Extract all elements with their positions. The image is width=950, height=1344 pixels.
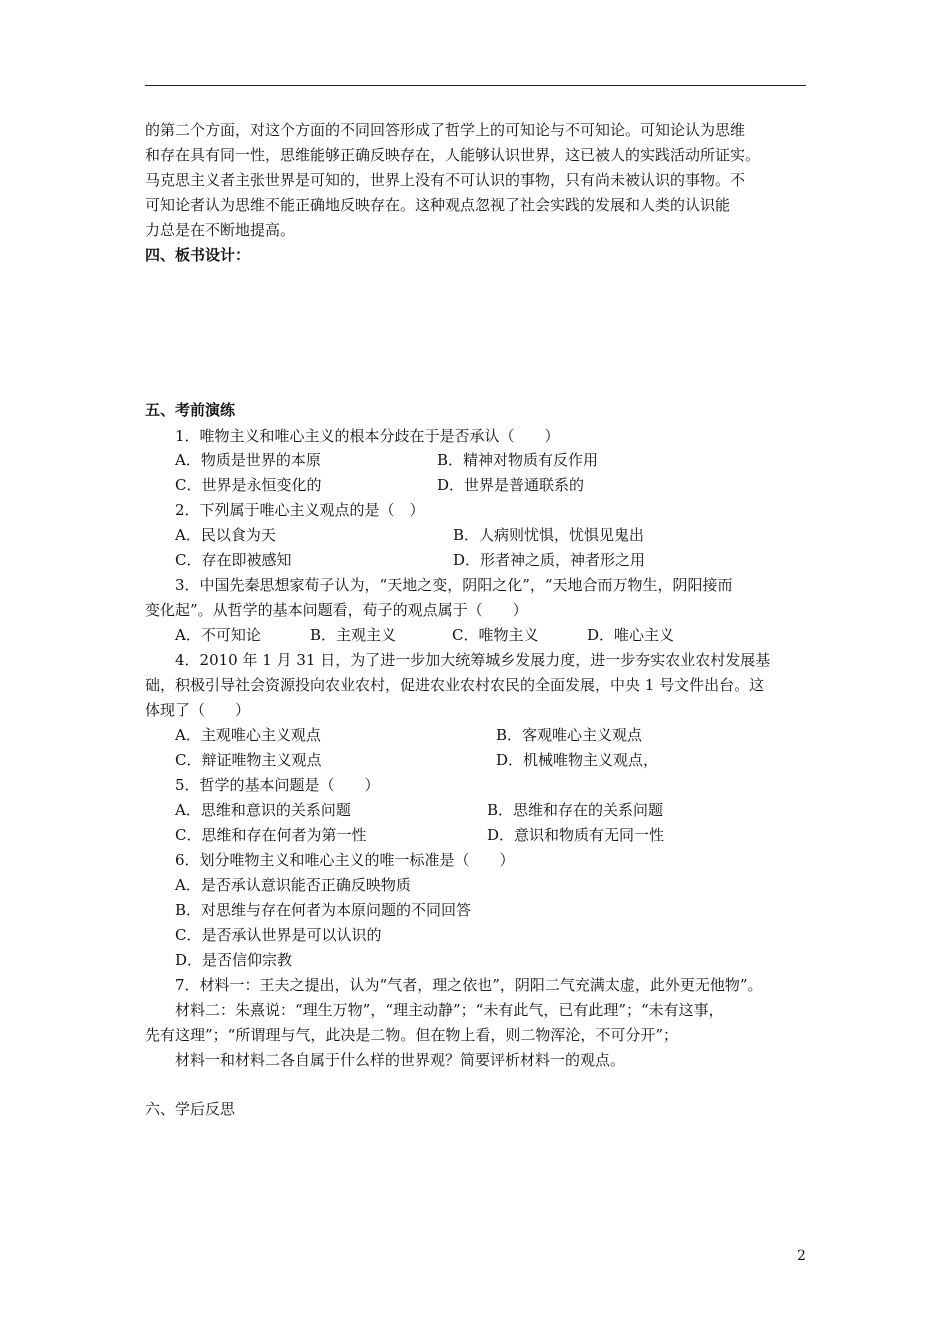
material-two: 材料二：朱熹说：“理生万物”，“理主动静”；“未有此气，已有此理”；“未有这事， (175, 1001, 724, 1019)
intro-line: 和存在具有同一性，思维能够正确反映存在，人能够认识世界，这已被人的实践活动所证实。 (145, 146, 761, 164)
intro-line: 可知论者认为思维不能正确地反映存在。这种观点忽视了社会实践的发展和人类的认识能 (145, 196, 731, 214)
intro-line: 的第二个方面，对这个方面的不同回答形成了哲学上的可知论与不可知论。可知论认为思维 (145, 121, 746, 139)
option: D．机械唯物主义观点， (496, 751, 659, 769)
question-stem: 材料一和材料二各自属于什么样的世界观？简要评析材料一的观点。 (175, 1051, 626, 1069)
option: D．意识和物质有无同一性 (487, 826, 665, 844)
option: B．精神对物质有反作用 (437, 451, 599, 469)
option: A．物质是世界的本原 (175, 451, 321, 469)
option: B．客观唯心主义观点 (496, 726, 643, 744)
option: D．世界是普通联系的 (437, 476, 585, 494)
material-one: 7．材料一：王夫之提出，认为“气者，理之依也”，阴阳二气充满太虚，此外更无他物”。 (175, 976, 763, 994)
option: D．唯心主义 (587, 626, 675, 644)
question-stem: 3．中国先秦思想家荀子认为，“天地之变，阴阳之化”，“天地合而万物生，阴阳接而 (175, 576, 733, 594)
material-two: 先有这理”；“所谓理与气，此决是二物。但在物上看，则二物浑沦，不可分开”； (145, 1026, 679, 1044)
option: A．民以食为天 (175, 526, 276, 544)
option: A．主观唯心主义观点 (175, 726, 321, 744)
question-stem: 2．下列属于唯心主义观点的是（ ） (175, 501, 425, 519)
option: A．思维和意识的关系问题 (175, 801, 351, 819)
section-heading-exercises: 五、考前演练 (145, 401, 236, 419)
header-rule (145, 85, 806, 86)
option: B．人病则忧惧，忧惧见鬼出 (453, 526, 645, 544)
intro-line: 力总是在不断地提高。 (145, 221, 296, 239)
option: C．是否承认世界是可以认识的 (175, 926, 382, 944)
option: D．是否信仰宗教 (175, 951, 293, 969)
option: A．不可知论 (175, 626, 261, 644)
question-stem: 6．划分唯物主义和唯心主义的唯一标准是（ ） (175, 851, 515, 869)
option: C．思维和存在何者为第一性 (175, 826, 367, 844)
option: C．世界是永恒变化的 (175, 476, 322, 494)
option: B．主观主义 (310, 626, 397, 644)
section-heading-board-design: 四、板书设计： (145, 246, 251, 264)
section-heading-reflection: 六、学后反思 (145, 1100, 236, 1118)
option: B．对思维与存在何者为本原问题的不同回答 (175, 901, 472, 919)
option: D．形者神之质，神者形之用 (453, 551, 646, 569)
page-number: 2 (797, 1248, 806, 1264)
option: B．思维和存在的关系问题 (487, 801, 664, 819)
option: C．辩证唯物主义观点 (175, 751, 322, 769)
option: C．存在即被感知 (175, 551, 292, 569)
intro-line: 马克思主义者主张世界是可知的，世界上没有不可认识的事物，只有尚未被认识的事物。不 (145, 171, 746, 189)
question-stem: 5．哲学的基本问题是（ ） (175, 776, 380, 794)
question-stem: 体现了（ ） (145, 701, 251, 719)
question-stem: 1．唯物主义和唯心主义的根本分歧在于是否承认（ ） (175, 427, 560, 445)
question-stem: 4．2010 年 1 月 31 日，为了进一步加大统筹城乡发展力度，进一步夯实农业农村发展基 (175, 651, 771, 669)
option: C．唯物主义 (452, 626, 539, 644)
question-stem: 础，积极引导社会资源投向农业农村，促进农业农村农民的全面发展，中央 1 号文件出台。这 (145, 676, 765, 694)
question-stem: 变化起”。从哲学的基本问题看，荀子的观点属于（ ） (145, 601, 528, 619)
option: A．是否承认意识能否正确反映物质 (175, 876, 411, 894)
